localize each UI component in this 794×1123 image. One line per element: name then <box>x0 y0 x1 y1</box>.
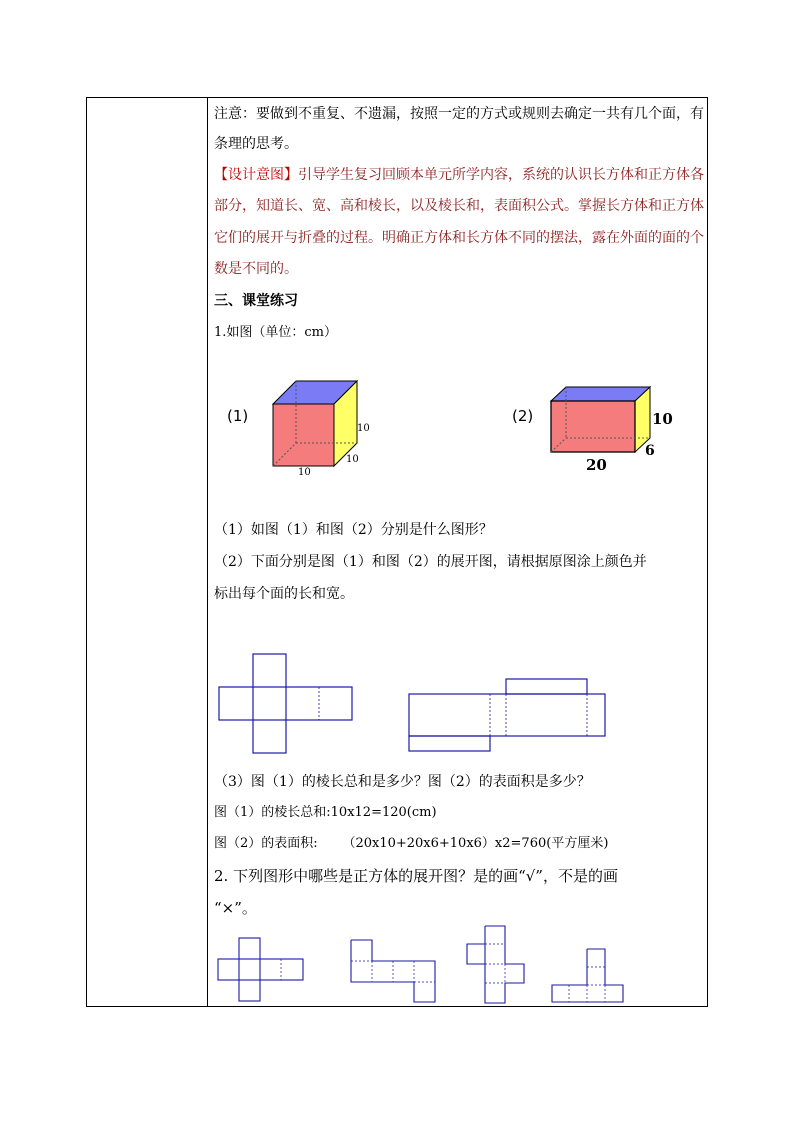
note-line-1: 注意：要做到不重复、不遗漏，按照一定的方式或规则去确定一共有几个面，有 <box>214 106 704 122</box>
cuboid-depth-label: 6 <box>645 443 655 459</box>
design-intent-line-1 <box>214 165 704 185</box>
question-2-line-2: “×”。 <box>214 899 257 917</box>
figure-2-label: (2) <box>512 407 534 425</box>
cube-edge-bottom: 10 <box>298 467 311 478</box>
q2-net-4 <box>551 948 625 1004</box>
cuboid-length-label: 20 <box>586 456 607 474</box>
cuboid-net <box>408 678 606 752</box>
design-intent-line-4: 数是不同的。 <box>214 261 298 277</box>
note-line-2: 条理的思考。 <box>214 136 298 152</box>
cube-edge-right: 10 <box>357 423 370 434</box>
question-2-line-1: 2. 下列图形中哪些是正方体的展开图？是的画“√”，不是的画 <box>214 867 618 885</box>
q2-net-2 <box>350 939 436 1003</box>
cube-edge-depth: 10 <box>346 454 359 465</box>
cuboid-top-face <box>551 387 650 401</box>
question-1-sub-1: （1）如图（1）和图（2）分别是什么图形？ <box>214 522 493 538</box>
answer-1: 图（1）的棱长总和:10x12=120(cm) <box>214 805 437 820</box>
answer-2: 图（2）的表面积: （20x10+20x6+10x6）x2=760(平方厘米) <box>214 836 609 851</box>
question-1-sub-2-line-1: （2）下面分别是图（1）和图（2）的展开图，请根据原图涂上颜色并 <box>214 554 647 570</box>
design-intent-line-2: 部分，知道长、宽、高和棱长，以及棱长和，表面积公式。掌握长方体和正方体 <box>214 198 704 214</box>
question-1-sub-3: （3）图（1）的棱长总和是多少？图（2）的表面积是多少？ <box>214 774 591 790</box>
q2-net-1 <box>217 937 305 1003</box>
section-title: 三、课堂练习 <box>214 293 298 309</box>
cube-net <box>218 653 354 755</box>
cuboid-height-label: 10 <box>652 410 673 428</box>
table-column-divider <box>207 97 208 1007</box>
figure-1-label: (1) <box>227 407 249 425</box>
question-1-intro: 1.如图（单位：cm） <box>214 325 338 340</box>
design-intent-text-1: 引导学生复习回顾本单元所学内容，系统的认识长方体和正方体各 <box>298 167 704 183</box>
question-1-sub-2-line-2: 标出每个面的长和宽。 <box>214 586 354 602</box>
design-intent-tag: 【设计意图】 <box>214 167 298 183</box>
design-intent-line-3: 它们的展开与折叠的过程。明确正方体和长方体不同的摆法，露在外面的面的个 <box>214 230 704 246</box>
q2-net-3 <box>466 925 526 1005</box>
cuboid-front-face <box>551 401 635 452</box>
